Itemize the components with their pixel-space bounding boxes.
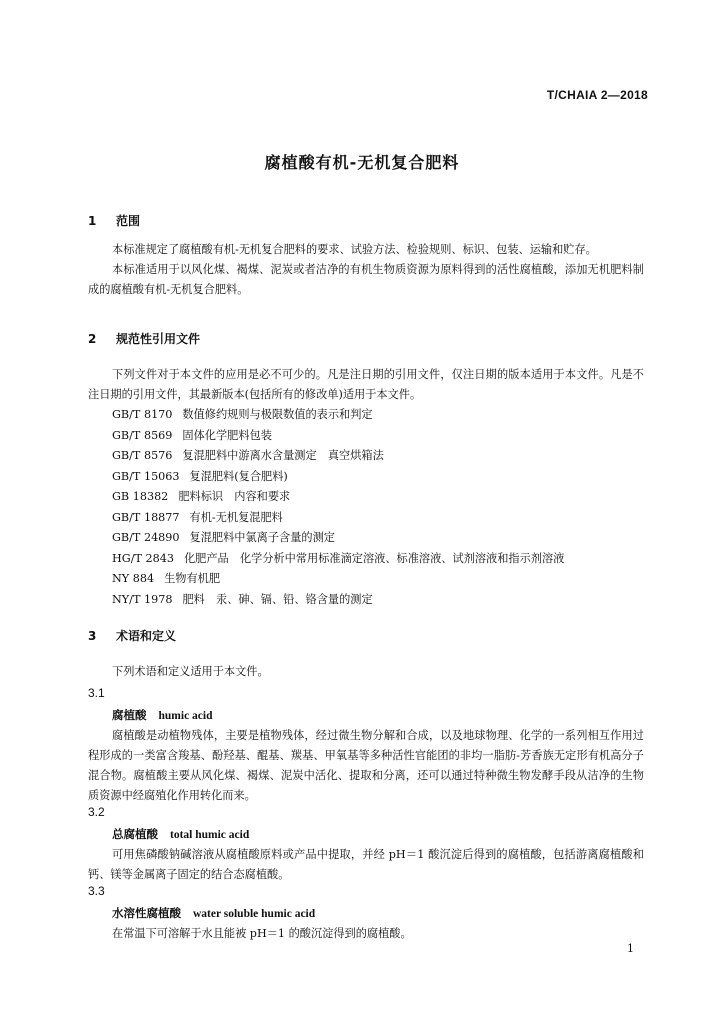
reference-item	[88, 426, 644, 447]
paragraph: 腐植酸是动植物残体，主要是植物残体，经过微生物分解和合成，以及地球物理、化学的一系列相互作用过程形成的一类富含羧基、酚羟基、醌基、羰基、甲氧基等多种活性官能团的非均一脂肪-芳香族无定形有机高分子混合物。腐植酸主要从风化煤、褐煤、泥炭中活化、提取和分离，还可以通过特种微生物发酵手段从洁净的生物质资源中经腐殖化作用转化而来。	[88, 729, 644, 802]
term-heading	[112, 905, 315, 921]
reference-code: GB 18382	[112, 490, 169, 503]
term-en: total humic acid	[170, 829, 250, 841]
paragraph: 可用焦磷酸钠碱溶液从腐植酸原料或产品中提取，并经 pH＝1 酸沉淀后得到的腐植酸，包括游离腐植酸和钙、镁等金属离子固定的结合态腐植酸。	[88, 848, 644, 881]
page-number: 1	[627, 942, 634, 955]
reference-code: HG/T 2843	[112, 551, 174, 565]
term-zh: 总腐植酸	[112, 827, 158, 841]
clause-number: 3.2	[88, 805, 105, 819]
standard-id: T/CHAIA 2—2018	[546, 88, 648, 102]
section-3-intro	[88, 662, 644, 682]
reference-title: 肥料 汞、砷、镉、铅、铬含量的测定	[182, 592, 373, 606]
paragraph: 下列文件对于本文件的应用是必不可少的。凡是注日期的引用文件，仅注日期的版本适用于本文件。凡是不注日期的引用文件，其最新版本(包括所有的修改单)适用于本文件。	[88, 368, 644, 401]
reference-code: GB/T 24890	[112, 531, 180, 544]
reference-title: 化肥产品 化学分析中常用标准滴定溶液、标准溶液、试剂溶液和指示剂溶液	[183, 551, 565, 565]
reference-item	[88, 467, 644, 488]
term-definition	[88, 924, 644, 944]
reference-code: GB/T 8170	[112, 408, 173, 421]
term-heading	[112, 707, 213, 723]
reference-code: GB/T 15063	[112, 469, 180, 483]
paragraph: 下列术语和定义适用于本文件。	[112, 665, 269, 678]
term-en: water soluble humic acid	[193, 908, 316, 920]
reference-title: 数值修约规则与极限数值的表示和判定	[182, 408, 373, 421]
section-3-heading	[88, 627, 176, 644]
reference-code: GB/T 18877	[112, 510, 180, 524]
clause-number: 3.1	[88, 686, 105, 700]
document-title: 腐植酸有机-无机复合肥料	[264, 153, 460, 172]
term-definition	[88, 726, 644, 806]
term-definition	[88, 845, 644, 885]
term-zh: 水溶性腐植酸	[112, 906, 181, 920]
reference-title: 复混肥料中氯离子含量的测定	[189, 531, 335, 544]
clause-number: 3.3	[88, 884, 105, 898]
reference-title: 固体化学肥料包装	[182, 428, 272, 442]
reference-item	[88, 528, 644, 549]
reference-item	[88, 569, 644, 590]
paragraph: 本标准规定了腐植酸有机-无机复合肥料的要求、试验方法、检验规则、标识、包装、运输和贮存。	[112, 243, 597, 256]
section-number: 1	[88, 214, 97, 228]
term-heading	[112, 826, 249, 842]
reference-item	[88, 446, 644, 467]
section-title: 范围	[116, 214, 141, 228]
reference-title: 生物有机肥	[164, 572, 221, 585]
section-2-heading	[88, 330, 200, 347]
reference-title: 复混肥料(复合肥料)	[189, 469, 288, 483]
term-zh: 腐植酸	[112, 708, 147, 722]
reference-title: 有机-无机复混肥料	[189, 510, 283, 524]
section-2-body	[88, 365, 644, 610]
section-number: 2	[88, 332, 97, 346]
reference-item	[88, 508, 644, 529]
reference-item	[88, 549, 644, 570]
section-title: 术语和定义	[116, 629, 177, 643]
term-en: humic acid	[158, 710, 213, 722]
reference-title: 复混肥料中游离水含量测定 真空烘箱法	[182, 449, 384, 462]
reference-item	[88, 590, 644, 611]
section-1-body	[88, 240, 644, 300]
reference-code: GB/T 8576	[112, 449, 173, 462]
reference-code: GB/T 8569	[112, 428, 173, 442]
section-title: 规范性引用文件	[116, 332, 201, 346]
reference-code: NY/T 1978	[112, 592, 173, 606]
section-1-heading	[88, 212, 140, 229]
reference-item	[88, 405, 644, 426]
reference-item	[88, 487, 644, 508]
paragraph: 本标准适用于以风化煤、褐煤、泥炭或者洁净的有机生物质资源为原料得到的活性腐植酸，添加无机肥料制成的腐植酸有机-无机复合肥料。	[88, 263, 644, 296]
paragraph: 在常温下可溶解于水且能被 pH＝1 的酸沉淀得到的腐植酸。	[112, 927, 412, 940]
section-number: 3	[88, 629, 97, 643]
reference-code: NY 884	[112, 572, 155, 585]
reference-title: 肥料标识 内容和要求	[178, 490, 291, 503]
